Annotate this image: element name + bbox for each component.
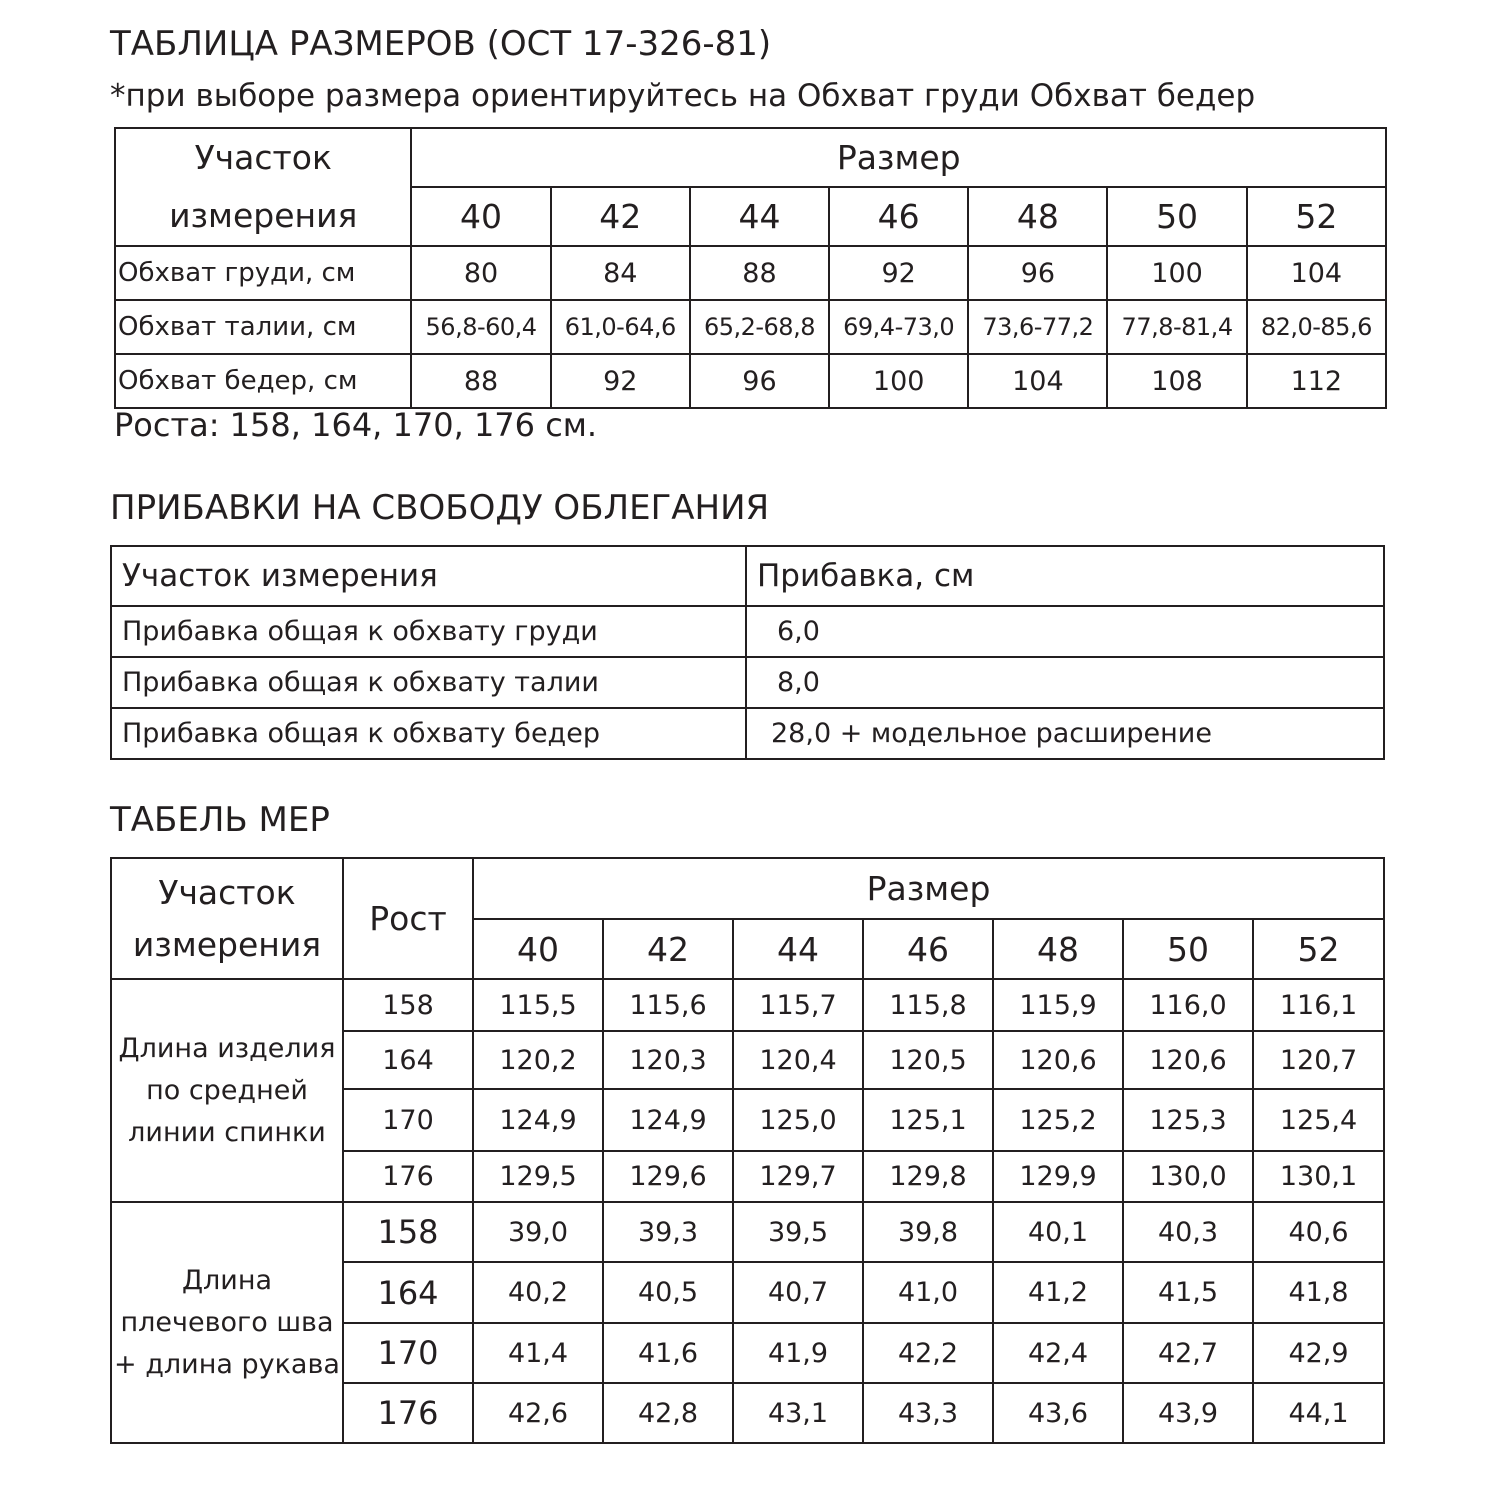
table-cell: 39,8 bbox=[863, 1202, 993, 1262]
height-header: Рост bbox=[343, 858, 473, 979]
corner-line-2: измерения bbox=[169, 196, 358, 235]
table-cell: 42,7 bbox=[1123, 1323, 1253, 1383]
area-line: Длина изделия bbox=[118, 1032, 336, 1064]
heights-note: Роста: 158, 164, 170, 176 см. bbox=[114, 406, 598, 444]
table-cell: 40,7 bbox=[733, 1262, 863, 1323]
size-50: 50 bbox=[1123, 919, 1253, 979]
table-cell: 56,8-60,4 bbox=[411, 300, 550, 354]
row-label: Прибавка общая к обхвату бедер bbox=[111, 708, 746, 759]
table-cell: 28,0 + модельное расширение bbox=[746, 708, 1384, 759]
size-table bbox=[114, 127, 1387, 409]
table-cell: 43,3 bbox=[863, 1383, 993, 1443]
table-cell: 80 bbox=[411, 246, 550, 300]
table-cell: 115,8 bbox=[863, 979, 993, 1031]
area-line: по средней bbox=[146, 1074, 308, 1106]
table-cell: 129,9 bbox=[993, 1151, 1123, 1202]
corner-line-1: Участок bbox=[158, 872, 296, 912]
table-row bbox=[111, 979, 1384, 1031]
table-cell: 129,6 bbox=[603, 1151, 733, 1202]
height-cell: 164 bbox=[343, 1262, 473, 1323]
size-50: 50 bbox=[1107, 187, 1246, 246]
table-cell: 40,3 bbox=[1123, 1202, 1253, 1262]
measurement-area-header: Участок измерения bbox=[111, 546, 746, 606]
table-cell: 8,0 bbox=[746, 657, 1384, 708]
table-cell: 69,4-73,0 bbox=[829, 300, 968, 354]
table-cell: 129,8 bbox=[863, 1151, 993, 1202]
table-cell: 124,9 bbox=[473, 1089, 603, 1151]
table-cell: 130,0 bbox=[1123, 1151, 1253, 1202]
table-cell: 120,5 bbox=[863, 1031, 993, 1089]
table-cell: 88 bbox=[411, 354, 550, 408]
table-cell: 100 bbox=[1107, 246, 1246, 300]
table-cell: 41,5 bbox=[1123, 1262, 1253, 1323]
table-cell: 104 bbox=[1247, 246, 1386, 300]
table-cell: 43,9 bbox=[1123, 1383, 1253, 1443]
table-cell: 125,3 bbox=[1123, 1089, 1253, 1151]
size-42: 42 bbox=[603, 919, 733, 979]
table-cell: 39,5 bbox=[733, 1202, 863, 1262]
row-label: Обхват талии, см bbox=[115, 300, 411, 354]
size-48: 48 bbox=[993, 919, 1123, 979]
area-garment-length bbox=[111, 979, 343, 1202]
size-46: 46 bbox=[829, 187, 968, 246]
height-cell: 176 bbox=[343, 1383, 473, 1443]
table-cell: 39,0 bbox=[473, 1202, 603, 1262]
table-cell: 40,2 bbox=[473, 1262, 603, 1323]
table-cell: 73,6-77,2 bbox=[968, 300, 1107, 354]
table-cell: 125,2 bbox=[993, 1089, 1123, 1151]
corner-line-1: Участок bbox=[194, 138, 332, 177]
table-cell: 42,8 bbox=[603, 1383, 733, 1443]
table-cell: 41,4 bbox=[473, 1323, 603, 1383]
size-header: Размер bbox=[473, 858, 1384, 919]
table-cell: 100 bbox=[829, 354, 968, 408]
size-40: 40 bbox=[411, 187, 550, 246]
table-cell: 84 bbox=[551, 246, 690, 300]
measure-table bbox=[110, 857, 1385, 1444]
measurement-area-header bbox=[111, 858, 343, 979]
measure-table-title: ТАБЕЛЬ МЕР bbox=[110, 800, 330, 840]
table-cell: 42,2 bbox=[863, 1323, 993, 1383]
table-cell: 125,0 bbox=[733, 1089, 863, 1151]
row-label: Обхват груди, см bbox=[115, 246, 411, 300]
table-cell: 129,7 bbox=[733, 1151, 863, 1202]
size-table-title: ТАБЛИЦА РАЗМЕРОВ (ОСТ 17-326-81) bbox=[110, 24, 772, 64]
table-cell: 6,0 bbox=[746, 606, 1384, 657]
row-label: Обхват бедер, см bbox=[115, 354, 411, 408]
height-cell: 176 bbox=[343, 1151, 473, 1202]
table-cell: 40,5 bbox=[603, 1262, 733, 1323]
table-row bbox=[111, 606, 1384, 657]
table-row bbox=[115, 300, 1386, 354]
table-cell: 44,1 bbox=[1253, 1383, 1384, 1443]
table-cell: 42,9 bbox=[1253, 1323, 1384, 1383]
table-cell: 82,0-85,6 bbox=[1247, 300, 1386, 354]
size-header: Размер bbox=[411, 128, 1386, 187]
height-cell: 170 bbox=[343, 1089, 473, 1151]
table-cell: 115,6 bbox=[603, 979, 733, 1031]
table-row bbox=[115, 354, 1386, 408]
table-cell: 125,4 bbox=[1253, 1089, 1384, 1151]
area-line: плечевого шва bbox=[120, 1306, 334, 1338]
allowance-table-title: ПРИБАВКИ НА СВОБОДУ ОБЛЕГАНИЯ bbox=[110, 488, 770, 528]
table-cell: 41,6 bbox=[603, 1323, 733, 1383]
height-cell: 158 bbox=[343, 979, 473, 1031]
table-cell: 120,4 bbox=[733, 1031, 863, 1089]
table-cell: 42,6 bbox=[473, 1383, 603, 1443]
corner-line-2: измерения bbox=[132, 924, 322, 964]
table-row bbox=[111, 708, 1384, 759]
allowance-table bbox=[110, 545, 1385, 760]
area-line: + длина рукава bbox=[114, 1348, 340, 1380]
table-cell: 129,5 bbox=[473, 1151, 603, 1202]
table-cell: 125,1 bbox=[863, 1089, 993, 1151]
measurement-area-header bbox=[115, 128, 411, 246]
table-cell: 120,6 bbox=[993, 1031, 1123, 1089]
table-cell: 120,7 bbox=[1253, 1031, 1384, 1089]
table-cell: 108 bbox=[1107, 354, 1246, 408]
table-cell: 43,1 bbox=[733, 1383, 863, 1443]
height-cell: 164 bbox=[343, 1031, 473, 1089]
table-cell: 42,4 bbox=[993, 1323, 1123, 1383]
table-cell: 116,0 bbox=[1123, 979, 1253, 1031]
table-cell: 115,9 bbox=[993, 979, 1123, 1031]
size-44: 44 bbox=[690, 187, 829, 246]
height-cell: 170 bbox=[343, 1323, 473, 1383]
table-cell: 41,9 bbox=[733, 1323, 863, 1383]
table-cell: 116,1 bbox=[1253, 979, 1384, 1031]
table-cell: 96 bbox=[690, 354, 829, 408]
size-selection-note: *при выборе размера ориентируйтесь на Обхват груди Обхват бедер bbox=[110, 78, 1256, 114]
table-row bbox=[111, 657, 1384, 708]
size-52: 52 bbox=[1247, 187, 1386, 246]
table-cell: 96 bbox=[968, 246, 1107, 300]
size-52: 52 bbox=[1253, 919, 1384, 979]
size-42: 42 bbox=[551, 187, 690, 246]
table-cell: 120,3 bbox=[603, 1031, 733, 1089]
size-48: 48 bbox=[968, 187, 1107, 246]
table-cell: 77,8-81,4 bbox=[1107, 300, 1246, 354]
size-40: 40 bbox=[473, 919, 603, 979]
table-cell: 41,0 bbox=[863, 1262, 993, 1323]
area-line: линии спинки bbox=[128, 1116, 326, 1148]
area-shoulder-sleeve-length bbox=[111, 1202, 343, 1443]
table-cell: 124,9 bbox=[603, 1089, 733, 1151]
table-cell: 115,7 bbox=[733, 979, 863, 1031]
table-cell: 61,0-64,6 bbox=[551, 300, 690, 354]
table-cell: 120,6 bbox=[1123, 1031, 1253, 1089]
table-cell: 92 bbox=[551, 354, 690, 408]
table-cell: 120,2 bbox=[473, 1031, 603, 1089]
table-cell: 40,6 bbox=[1253, 1202, 1384, 1262]
table-cell: 92 bbox=[829, 246, 968, 300]
row-label: Прибавка общая к обхвату груди bbox=[111, 606, 746, 657]
size-46: 46 bbox=[863, 919, 993, 979]
table-cell: 65,2-68,8 bbox=[690, 300, 829, 354]
table-cell: 112 bbox=[1247, 354, 1386, 408]
table-row bbox=[115, 246, 1386, 300]
area-line: Длина bbox=[181, 1264, 273, 1296]
table-cell: 104 bbox=[968, 354, 1107, 408]
table-cell: 115,5 bbox=[473, 979, 603, 1031]
table-cell: 39,3 bbox=[603, 1202, 733, 1262]
height-cell: 158 bbox=[343, 1202, 473, 1262]
row-label: Прибавка общая к обхвату талии bbox=[111, 657, 746, 708]
allowance-header: Прибавка, см bbox=[746, 546, 1384, 606]
table-row bbox=[111, 1202, 1384, 1262]
table-cell: 43,6 bbox=[993, 1383, 1123, 1443]
table-cell: 41,2 bbox=[993, 1262, 1123, 1323]
table-cell: 88 bbox=[690, 246, 829, 300]
table-cell: 41,8 bbox=[1253, 1262, 1384, 1323]
size-44: 44 bbox=[733, 919, 863, 979]
table-cell: 130,1 bbox=[1253, 1151, 1384, 1202]
table-cell: 40,1 bbox=[993, 1202, 1123, 1262]
